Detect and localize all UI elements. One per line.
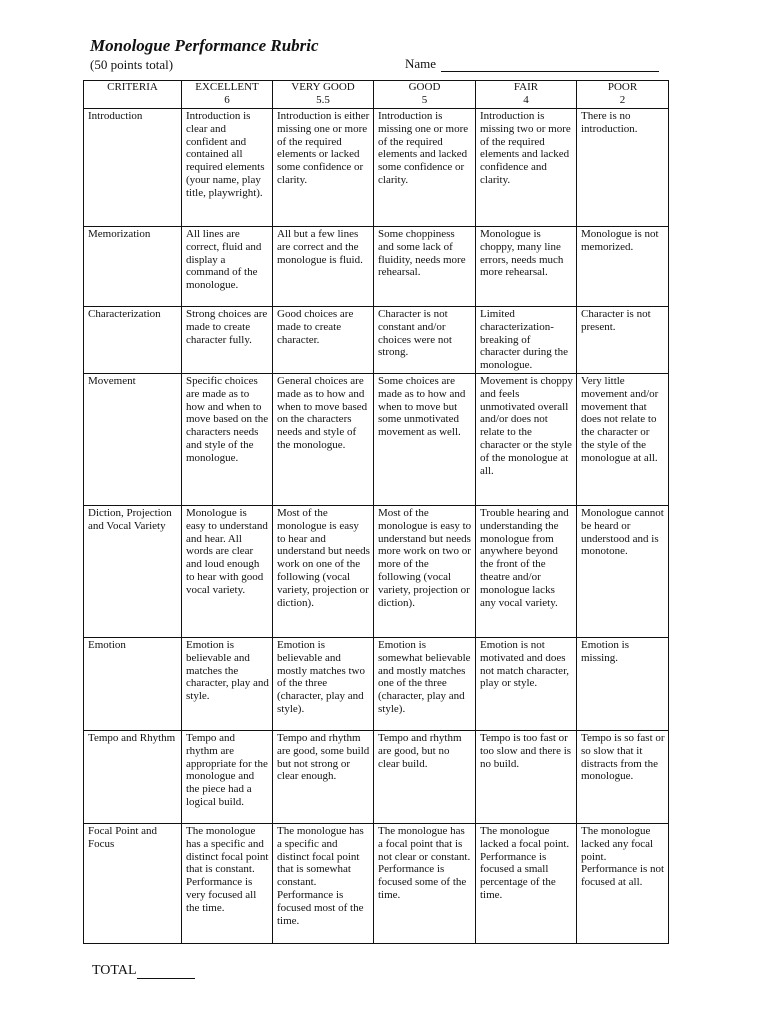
rubric-cell: Introduction is clear and confident and contained all required elements (your name, play title, playwright). [182, 109, 273, 227]
rubric-cell: Some choices are made as to how and when to move but some unmotivated movement as well. [374, 373, 476, 505]
criteria-cell: Memorization [84, 227, 182, 307]
header-excellent: EXCELLENT 6 [182, 81, 273, 109]
rubric-cell: Introduction is either missing one or more of the required elements or lacked some confidence or clarity. [273, 109, 374, 227]
rubric-cell: Emotion is somewhat believable and mostly matches one of the three (character, play and style). [374, 637, 476, 730]
rubric-cell: Trouble hearing and understanding the monologue from anywhere beyond the front of the theatre and/or monologue lacks any vocal variety. [476, 505, 577, 637]
rubric-cell: Monologue is easy to understand and hear. All words are clear and loud enough to hear with good vocal variety. [182, 505, 273, 637]
criteria-cell: Movement [84, 373, 182, 505]
header-fair: FAIR 4 [476, 81, 577, 109]
table-row [84, 109, 669, 227]
rubric-cell: Monologue cannot be heard or understood and is monotone. [577, 505, 669, 637]
header-good: GOOD 5 [374, 81, 476, 109]
rubric-cell: Tempo and rhythm are good, but no clear build. [374, 730, 476, 823]
rubric-cell: Character is not present. [577, 307, 669, 374]
rubric-cell: Strong choices are made to create character fully. [182, 307, 273, 374]
table-row [84, 373, 669, 505]
rubric-cell: Tempo and rhythm are appropriate for the monologue and the piece had a logical build. [182, 730, 273, 823]
criteria-cell: Characterization [84, 307, 182, 374]
rubric-cell: Introduction is missing one or more of the required elements and lacked some confidence or clarity. [374, 109, 476, 227]
rubric-table [83, 80, 669, 944]
rubric-cell: There is no introduction. [577, 109, 669, 227]
criteria-cell: Focal Point and Focus [84, 823, 182, 943]
rubric-cell: The monologue has a specific and distinct focal point that is constant. Performance is very focused all the time. [182, 823, 273, 943]
rubric-cell: The monologue has a specific and distinct focal point that is somewhat constant. Performance is focused most of the time. [273, 823, 374, 943]
rubric-cell: Tempo is so fast or so slow that it distracts from the monologue. [577, 730, 669, 823]
table-row [84, 823, 669, 943]
table-header-row [84, 81, 669, 109]
rubric-cell: Most of the monologue is easy to understand but needs more work on two or more of the following (vocal variety, projection or diction). [374, 505, 476, 637]
rubric-cell: Some choppiness and some lack of fluidity, needs more rehearsal. [374, 227, 476, 307]
table-row [84, 637, 669, 730]
page-title: Monologue Performance Rubric [90, 36, 319, 55]
rubric-cell: The monologue lacked a focal point. Performance is focused a small percentage of the time. [476, 823, 577, 943]
criteria-cell: Emotion [84, 637, 182, 730]
total-field[interactable] [92, 963, 195, 979]
rubric-cell: Specific choices are made as to how and when to move based on the characters needs and style of the monologue. [182, 373, 273, 505]
rubric-cell: Emotion is believable and matches the character, play and style. [182, 637, 273, 730]
criteria-cell: Diction, Projection and Vocal Variety [84, 505, 182, 637]
rubric-cell: General choices are made as to how and when to move based on the characters needs and style of the monologue. [273, 373, 374, 505]
table-row [84, 505, 669, 637]
rubric-cell: Emotion is believable and mostly matches two of the three (character, play and style). [273, 637, 374, 730]
rubric-cell: The monologue has a focal point that is not clear or constant. Performance is focused some of the time. [374, 823, 476, 943]
criteria-cell: Tempo and Rhythm [84, 730, 182, 823]
rubric-cell: Emotion is not motivated and does not match character, play or style. [476, 637, 577, 730]
rubric-cell: Monologue is not memorized. [577, 227, 669, 307]
name-blank-line[interactable] [441, 57, 659, 72]
rubric-cell: Introduction is missing two or more of the required elements and lacked confidence and clarity. [476, 109, 577, 227]
rubric-cell: The monologue lacked any focal point. Performance is not focused at all. [577, 823, 669, 943]
total-blank-line[interactable] [137, 964, 195, 979]
rubric-cell: Limited characterization-breaking of character during the monologue. [476, 307, 577, 374]
rubric-cell: Monologue is choppy, many line errors, needs much more rehearsal. [476, 227, 577, 307]
name-field[interactable] [405, 56, 659, 72]
rubric-cell: All but a few lines are correct and the monologue is fluid. [273, 227, 374, 307]
header-criteria: CRITERIA [84, 81, 182, 109]
rubric-cell: Emotion is missing. [577, 637, 669, 730]
rubric-cell: Good choices are made to create character. [273, 307, 374, 374]
rubric-cell: Very little movement and/or movement that does not relate to the character or the style of the monologue at all. [577, 373, 669, 505]
name-label: Name [405, 56, 437, 71]
rubric-cell: Tempo and rhythm are good, some build but not strong or clear enough. [273, 730, 374, 823]
table-row [84, 730, 669, 823]
rubric-cell: Tempo is too fast or too slow and there is no build. [476, 730, 577, 823]
header-poor: POOR 2 [577, 81, 669, 109]
total-label: TOTAL [92, 963, 137, 978]
table-row [84, 227, 669, 307]
table-row [84, 307, 669, 374]
rubric-cell: Character is not constant and/or choices were not strong. [374, 307, 476, 374]
rubric-cell: Movement is choppy and feels unmotivated overall and/or does not relate to the character or the style of the monologue at all. [476, 373, 577, 505]
header-very-good: VERY GOOD 5.5 [273, 81, 374, 109]
rubric-cell: Most of the monologue is easy to hear and understand but needs work on one of the following (vocal variety, projection or diction). [273, 505, 374, 637]
criteria-cell: Introduction [84, 109, 182, 227]
points-total: (50 points total) [90, 57, 174, 72]
rubric-cell: All lines are correct, fluid and display a command of the monologue. [182, 227, 273, 307]
